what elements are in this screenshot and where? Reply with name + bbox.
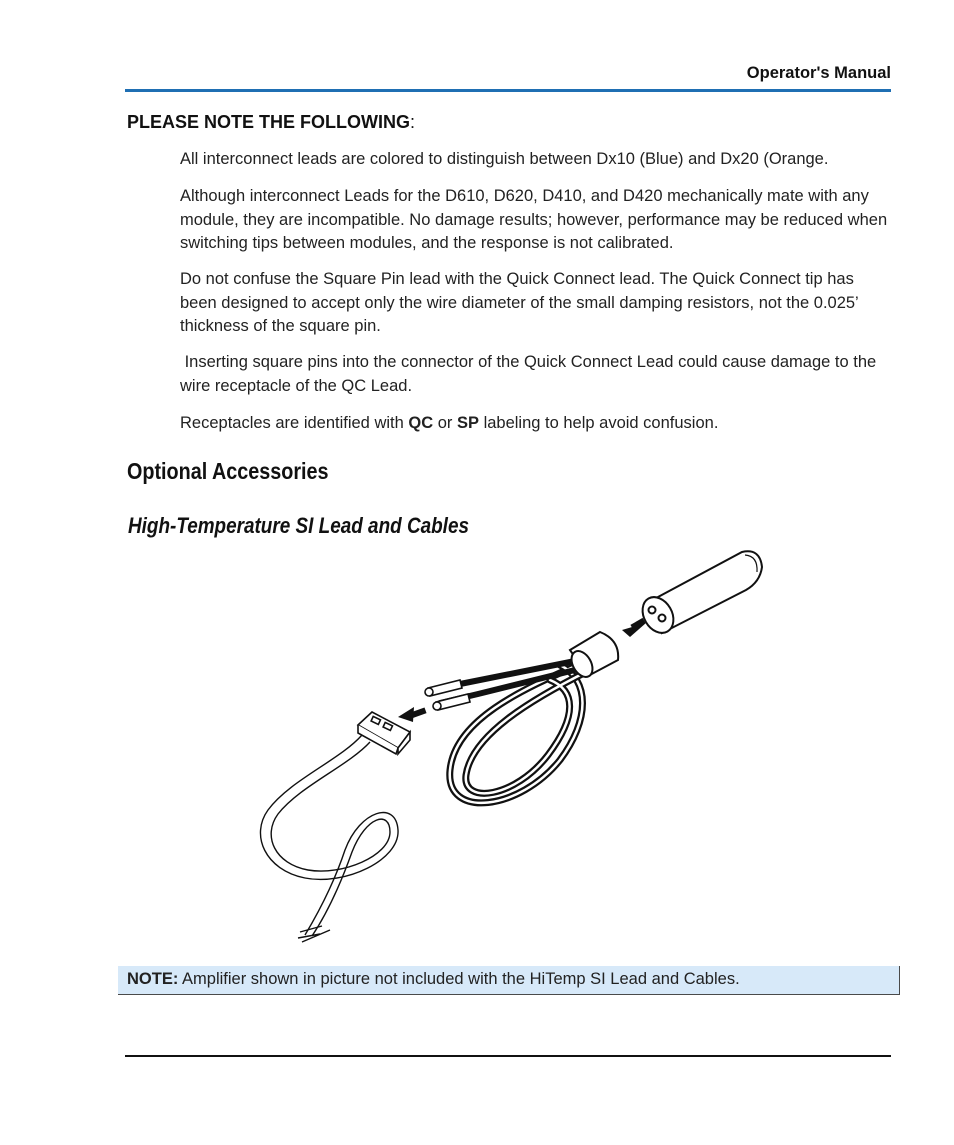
note-paragraph-2: Although interconnect Leads for the D610, D620, D410, and D420 mechanically mate with any module, they are incompatible. No damage results; however, performance may be reduced when switching tips between modules, and the response is not calibrated.	[180, 187, 888, 252]
note-paragraph-3: Do not confuse the Square Pin lead with the Quick Connect lead. The Quick Connect tip has been designed to accept only the wire diameter of the small damping resistors, not the 0.025’ thickness of the square pin.	[180, 270, 859, 335]
please-note-colon: :	[410, 112, 416, 132]
section-heading-hitemp-lead: High-Temperature SI Lead and Cables	[128, 513, 469, 538]
p5-after: labeling to help avoid confusion.	[478, 414, 719, 432]
please-note-heading	[127, 112, 415, 133]
footer-rule	[125, 1055, 891, 1057]
flex-cable	[260, 735, 398, 942]
page-header-title: Operator's Manual	[746, 64, 891, 82]
header-rule	[125, 89, 891, 92]
note-callout-box	[118, 966, 900, 995]
amplifier-cylinder-icon	[636, 551, 762, 638]
note-callout-body: Amplifier shown in picture not included with the HiTemp SI Lead and Cables.	[178, 970, 740, 988]
p5-middle: or	[433, 414, 457, 432]
p5-before: Receptacles are identified with	[180, 414, 409, 432]
qc-label: QC	[408, 414, 434, 432]
note-callout-text	[127, 970, 740, 989]
arrow-left-icon	[622, 618, 646, 637]
note-paragraph-4: Inserting square pins into the connector of the Quick Connect Lead could cause damage to the wire receptacle of the QC Lead.	[180, 353, 881, 395]
arrow-left-icon-2	[398, 707, 427, 722]
note-callout-label: NOTE:	[127, 970, 179, 988]
hitemp-lead-illustration	[250, 545, 780, 945]
note-paragraph-5	[180, 412, 895, 436]
note-paragraph-1: All interconnect leads are colored to distinguish between Dx10 (Blue) and Dx20 (Orange.	[180, 150, 829, 168]
please-note-label: PLEASE NOTE THE FOLLOWING	[127, 112, 410, 132]
sp-label: SP	[456, 414, 479, 432]
section-heading-optional-accessories: Optional Accessories	[127, 458, 329, 484]
